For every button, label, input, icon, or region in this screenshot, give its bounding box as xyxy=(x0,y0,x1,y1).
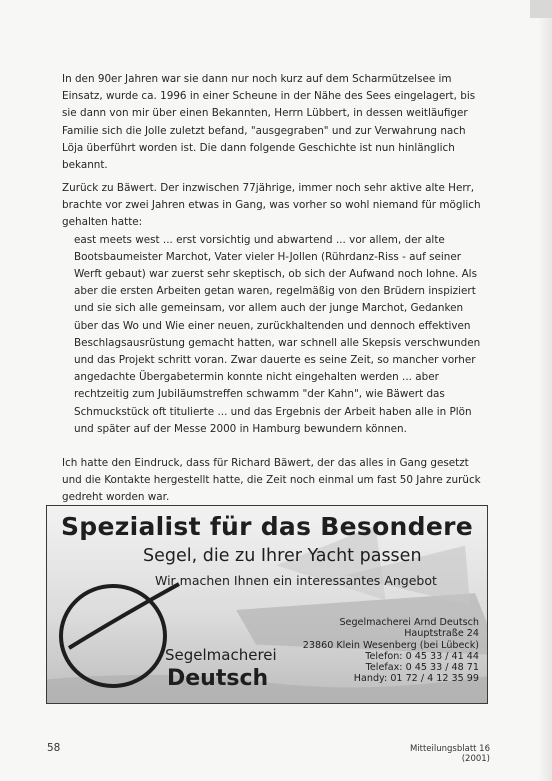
contact-block xyxy=(287,617,479,685)
contact-company: Segelmacherei Arnd Deutsch xyxy=(339,617,479,628)
paragraph-2-intro: Zurück zu Bäwert. Der inzwischen 77jährige, immer noch sehr aktive alte Herr, brachte vor zwei Jahren etwas in Gang, was vorher so wohl niemand für möglich gehalten hatte: xyxy=(62,182,481,229)
paragraph-1 xyxy=(62,71,488,174)
sail-logo-icon xyxy=(51,576,181,691)
ad-headline: Spezialist für das Besondere xyxy=(61,512,473,541)
publication-name: Mitteilungsblatt 16 (2001) xyxy=(409,744,490,764)
ad-tagline: Wir machen Ihnen ein interessantes Angebot xyxy=(155,573,437,588)
paragraph-3 xyxy=(62,455,488,507)
contact-fax: Telefax: 0 45 33 / 48 71 xyxy=(365,662,479,674)
paragraph-2-body: east meets west ... erst vorsichtig und abwartend ... vor allem, der alte Bootsbaumeister Marchot, Vater vieler H-Jollen (Rührdanz-Riss - auf seiner Werft gebaut) war zuerst sehr skeptisch, ob sich der Aufwand noch lohne. Als aber die ersten Arbeiten getan waren, regelmäßig von den Brüdern inspiziert und sie sich alle gemeinsam, vor allem auch der junge Marchot, Gedanken über das Wo und Wie einer neuen, zurückhaltenden und dennoch effektiven Beschlagsausrüstung gemacht hatten, war schnell alle Skepsis verschwunden und das Projekt schritt voran. Zwar dauerte es seine Zeit, so mancher vorher angedachte Übergabetermin konnte nicht eingehalten werden ... aber rechtzeitig zum Jubiläumstreffen schwamm "der Kahn", wie Bäwert das Schmuckstück oft titulierte ... und das Ergebnis der Arbeit haben alle in Plön und später auf der Messe 2000 in Hamburg bewundern können. xyxy=(74,233,481,435)
scan-edge xyxy=(538,0,552,781)
contact-phone: Telefon: 0 45 33 / 41 44 xyxy=(365,650,479,662)
contact-mobile: Handy: 01 72 / 4 12 35 99 xyxy=(353,673,479,685)
contact-street: Hauptstraße 24 xyxy=(404,628,479,640)
contact-city: 23860 Klein Wesenberg (bei Lübeck) xyxy=(302,639,479,651)
paragraph-2 xyxy=(62,180,488,438)
ad-subheadline: Segel, die zu Ihrer Yacht passen xyxy=(143,546,422,566)
logo-name-line1: Segelmacherei xyxy=(165,646,277,664)
page-number: 58 xyxy=(47,742,61,754)
paragraph-1-text: In den 90er Jahren war sie dann nur noch kurz auf dem Scharmützelsee im Einsatz, wurde ca. 1996 in einer Scheune in der Nähe des Sees eingelagert, bis sie dann von mir über einen Bekannten, Herrn Lübbert, in dessen weitläufiger Familie sich die Jolle zuletzt befand, "ausgegraben" und zur Verwahrung nach Löja überführt worden ist. Die dann folgende Geschichte ist nun hinlänglich bekannt. xyxy=(62,73,476,172)
advertisement xyxy=(46,505,488,704)
logo-name-line2: Deutsch xyxy=(167,666,269,691)
scan-corner xyxy=(530,0,552,18)
paragraph-3-text: Ich hatte den Eindruck, dass für Richard Bäwert, der das alles in Gang gesetzt und die Kontakte hergestellt hatte, die Zeit noch einmal um fast 50 Jahre zurück gedreht worden war. xyxy=(62,457,481,504)
